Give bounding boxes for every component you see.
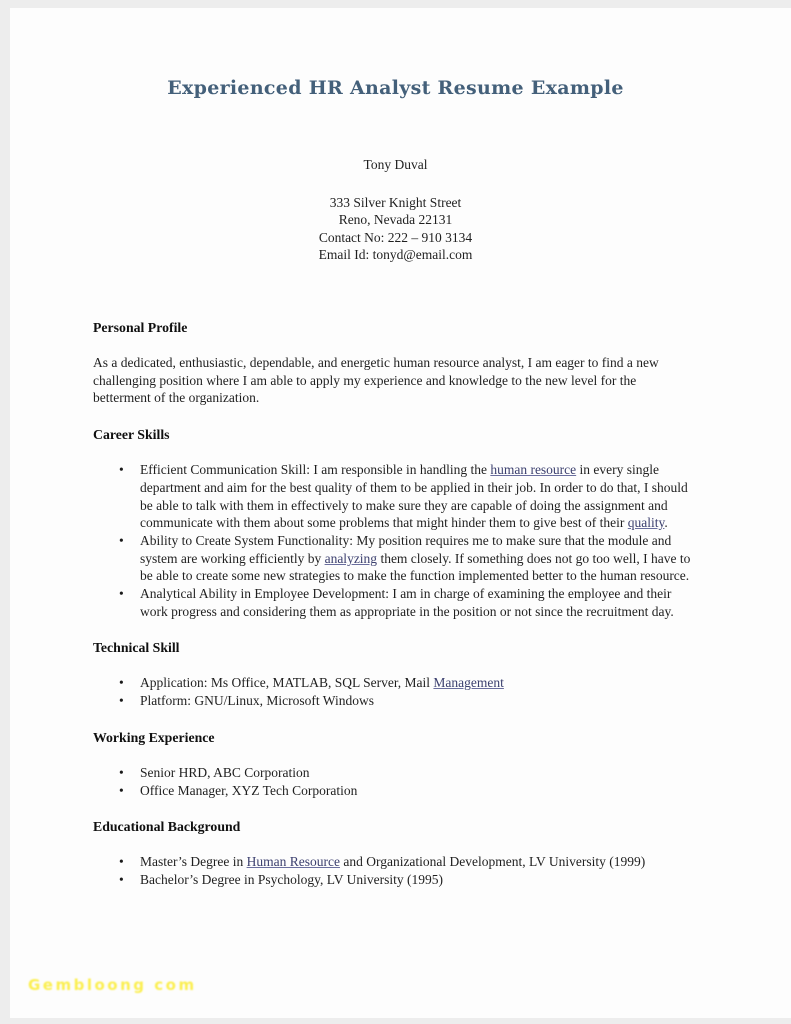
inline-text: and Organizational Development, LV University (1999) — [339, 854, 646, 870]
contact-phone: Contact No: 222 – 910 3134 — [318, 229, 473, 245]
working-experience-list — [93, 764, 697, 799]
personal-profile-text: As a dedicated, enthusiastic, dependable, and energetic human resource analyst, I am eager to find a new challenging position where I am able to apply my experience and knowledge to the new level for the betterment of the organization. — [93, 355, 659, 406]
contact-address-line2: Reno, Nevada 22131 — [338, 212, 453, 228]
list-item — [119, 674, 697, 692]
document-title: Experienced HR Analyst Resume Example — [167, 77, 624, 99]
list-item — [119, 782, 697, 800]
candidate-name: Tony Duval — [363, 157, 428, 172]
section-heading-personal-profile: Personal Profile — [93, 320, 188, 335]
inline-text: Application: Ms Office, MATLAB, SQL Server, Mail — [140, 675, 434, 691]
section-heading-working-experience: Working Experience — [93, 729, 215, 745]
list-item — [119, 853, 697, 871]
section-heading-educational-background: Educational Background — [93, 819, 241, 835]
watermark: Gembloong com — [28, 976, 197, 994]
contact-address-line1: 333 Silver Knight Street — [329, 194, 462, 210]
inline-link[interactable]: analyzing — [324, 550, 378, 566]
list-item — [119, 585, 697, 620]
list-item — [119, 764, 697, 782]
page-edge-top — [0, 0, 791, 8]
list-item — [119, 871, 697, 889]
inline-link[interactable]: Human Resource — [246, 854, 340, 870]
page-edge-bottom — [0, 1018, 791, 1024]
bullet-icon: • — [119, 693, 124, 709]
section-heading-technical-skill: Technical Skill — [93, 640, 180, 656]
list-item — [119, 532, 697, 585]
bullet-icon: • — [119, 462, 124, 478]
inline-text: . — [664, 515, 668, 531]
inline-text: Bachelor’s Degree in Psychology, LV University (1995) — [140, 871, 443, 887]
bullet-icon: • — [119, 675, 124, 691]
inline-text: in every single department and aim for the best quality of them to be applied in their job. In order to do that, I should be able to talk with them in effectively to make sure they are capable of doing the assignment and communicate with them about some problems that might hinder them to give best of their — [140, 462, 688, 531]
resume-body — [93, 319, 697, 889]
bullet-icon: • — [119, 532, 124, 548]
bullet-icon: • — [119, 764, 124, 780]
contact-email: Email Id: tonyd@email.com — [318, 247, 473, 263]
inline-text: Efficient Communication Skill: I am responsible in handling the — [140, 462, 491, 478]
career-skills-list — [93, 461, 697, 620]
section-heading-career-skills: Career Skills — [93, 427, 170, 443]
inline-link[interactable]: quality — [627, 515, 665, 531]
inline-text: them closely. If something does not go too well, I have to be able to create some new strategies to make the function implemented better to the human resource. — [140, 550, 691, 584]
inline-link[interactable]: Management — [433, 675, 504, 691]
bullet-icon: • — [119, 782, 124, 798]
educational-background-list — [93, 853, 697, 888]
contact-block — [0, 156, 791, 264]
inline-text: Office Manager, XYZ Tech Corporation — [140, 782, 358, 798]
technical-skill-list — [93, 674, 697, 709]
inline-text: Master’s Degree in — [140, 854, 247, 870]
bullet-icon: • — [119, 586, 124, 602]
list-item — [119, 461, 697, 532]
page-edge-left — [0, 0, 10, 1024]
inline-text: Platform: GNU/Linux, Microsoft Windows — [140, 693, 374, 709]
inline-text: Senior HRD, ABC Corporation — [140, 764, 310, 780]
inline-link[interactable]: human resource — [490, 462, 577, 478]
bullet-icon: • — [119, 854, 124, 870]
list-item — [119, 692, 697, 710]
inline-text: Analytical Ability in Employee Development: I am in charge of examining the employee and their work progress and considering them as appropriate in the position or not since the recruitment day. — [140, 586, 674, 619]
bullet-icon: • — [119, 871, 124, 887]
inline-text: Ability to Create System Functionality: My position requires me to make sure that the module and system are working efficiently by — [140, 532, 672, 566]
